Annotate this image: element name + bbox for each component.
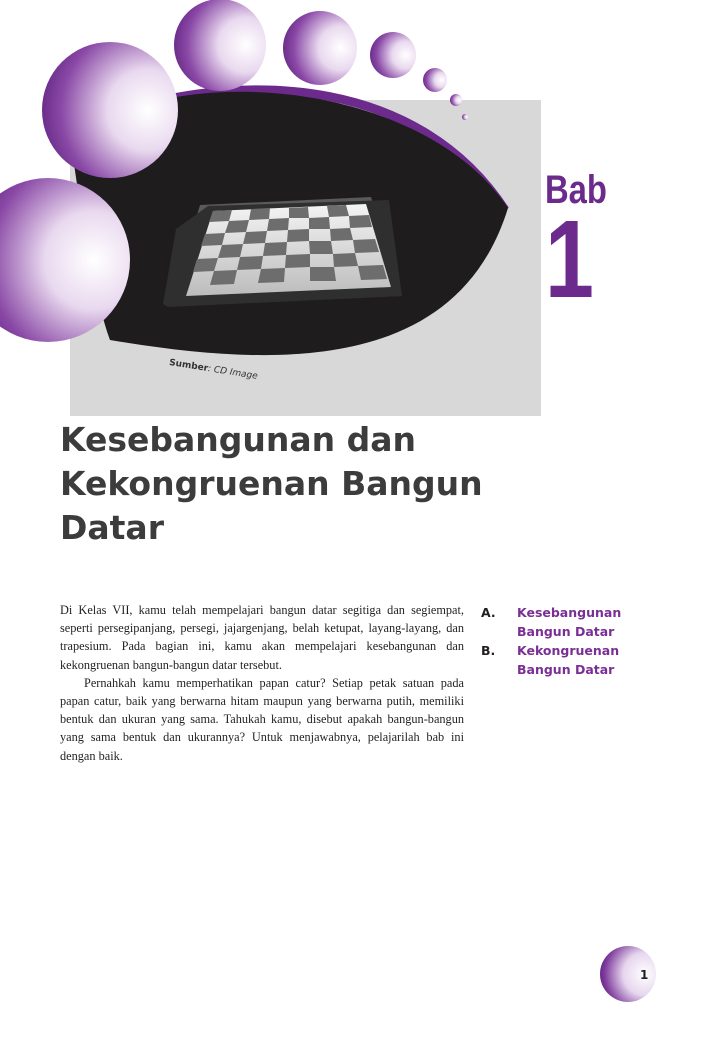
chapter-title: Kesebangunan dan Kekongruenan Bangun Datar (60, 420, 483, 547)
decorative-circle-tiny (462, 114, 468, 120)
decorative-circle-small-3 (450, 94, 462, 106)
caption-source-label: Sumber (168, 358, 209, 375)
chessboard-image (163, 197, 402, 307)
toc-item-label: Kekongruenan Bangun Datar (517, 643, 620, 677)
intro-text (60, 601, 464, 765)
chapter-header-illustration (0, 0, 728, 420)
chapter-number: 1 (545, 198, 594, 321)
decorative-circle-large-top (42, 42, 178, 178)
chapter-contents-list (481, 603, 681, 679)
decorative-circle-small-1 (370, 32, 416, 78)
decorative-circle-medium-1 (174, 0, 266, 91)
toc-item-label: Kesebangunan Bangun Datar (517, 605, 622, 639)
toc-item-a[interactable] (481, 603, 681, 641)
caption-source-value: : CD Image (207, 364, 259, 382)
page-number-badge (596, 944, 656, 1004)
page-number: 1 (640, 968, 649, 982)
intro-paragraph-2: Pernahkah kamu memperhatikan papan catur? Setiap petak satuan pada papan catur, baik yang berwarna hitam maupun yang berwarna putih, memiliki bentuk dan ukuran yang sama. Tahukah kamu, disebut apakah bangun-bangun yang sama bentuk dan ukurannya? Untuk menjawabnya, pelajarilah bab ini dengan baik. (60, 675, 464, 763)
toc-item-b[interactable] (481, 641, 681, 679)
intro-paragraph-1: Di Kelas VII, kamu telah mempelajari bangun datar segitiga dan segiempat, seperti persegipanjang, persegi, jajargenjang, belah ketupat, layang-layang, dan trapesium. Pada bagian ini, kamu akan mempelajari kesebangunan dan kekongruenan bangun-bangun datar tersebut. (60, 603, 464, 672)
toc-item-letter: B. (481, 643, 496, 658)
decorative-circle-medium-2 (283, 11, 357, 85)
decorative-circle-small-2 (423, 68, 447, 92)
toc-item-letter: A. (481, 605, 496, 620)
chapter-label: Bab (545, 168, 607, 212)
